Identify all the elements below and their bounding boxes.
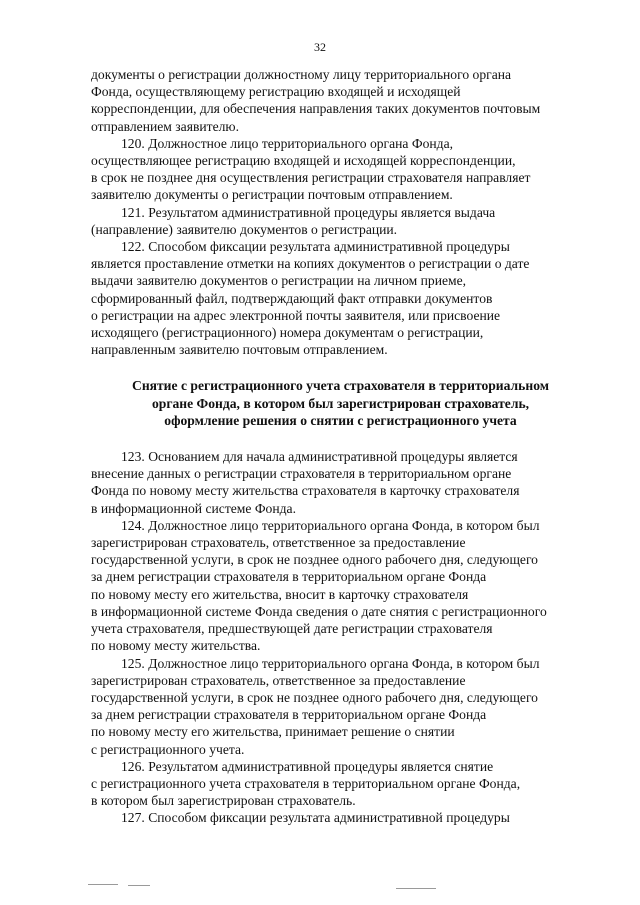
paragraph-121: 121. Результатом административной процедуры является выдача (направление) заявителю документов о регистрации. [91, 204, 496, 237]
document-body [91, 66, 590, 827]
page-number: 32 [314, 40, 326, 54]
paragraph-120: 120. Должностное лицо территориального органа Фонда, осуществляющее регистрацию входящей и исходящей корреспонденции, в срок не позднее дня осуществления регистрации страхователя направляет заявителю документы о регистрации почтовым отправлением. [91, 135, 531, 203]
paragraph-122: 122. Способом фиксации результата административной процедуры является проставление отметки на копиях документов о регистрации о дате выдачи заявителю документов о регистрации на личном приеме, сформированный файл, подтверждающий факт отправки документов о регистрации на адрес электронной почты заявителя, или присвоение исходящего (регистрационного) номера документам о регистрации, направленным заявителю почтовым отправлением. [91, 239, 530, 358]
paragraph-127: 127. Способом фиксации результата административной процедуры [121, 810, 510, 826]
scan-artifact [128, 885, 150, 886]
scan-artifact [88, 884, 118, 885]
paragraph-continuation: документы о регистрации должностному лицу территориального органа Фонда, осуществляющему регистрацию входящей и исходящей корреспонденции, для обеспечения направления таких документов почтовым отправлением заявителю. [91, 67, 541, 134]
section-heading: Снятие с регистрационного учета страхователя в территориальном органе Фонда, в котором был зарегистрирован страхователь, оформление решения о снятии с регистрационного учета [132, 378, 549, 428]
paragraph-123: 123. Основанием для начала административной процедуры является внесение данных о регистрации страхователя в территориальном органе Фонда по новому месту жительства страхователя в карточку страхователя в информационной системе Фонда. [91, 449, 520, 516]
paragraph-124: 124. Должностное лицо территориального органа Фонда, в котором был зарегистрирован страхователь, ответственное за предоставление государственной услуги, в срок не позднее одного рабочего дня, следующего за днем регистрации страхователя в территориальном органе Фонда по новому месту его жительства, вносит в карточку страхователя в информационной системе Фонда сведения о дате снятия с регистрационного учета страхователя, предшествующей дате регистрации страхователя по новому месту жительства. [91, 517, 547, 654]
scan-artifact [396, 888, 436, 889]
paragraph-125: 125. Должностное лицо территориального органа Фонда, в котором был зарегистрирован страхователь, ответственное за предоставление государственной услуги, в срок не позднее одного рабочего дня, следующего за днем регистрации страхователя в территориальном органе Фонда по новому месту его жительства, принимает решение о снятии с регистрационного учета. [91, 655, 540, 757]
paragraph-126: 126. Результатом административной процедуры является снятие с регистрационного учета страхователя в территориальном органе Фонда, в котором был зарегистрирован страхователь. [91, 758, 521, 809]
